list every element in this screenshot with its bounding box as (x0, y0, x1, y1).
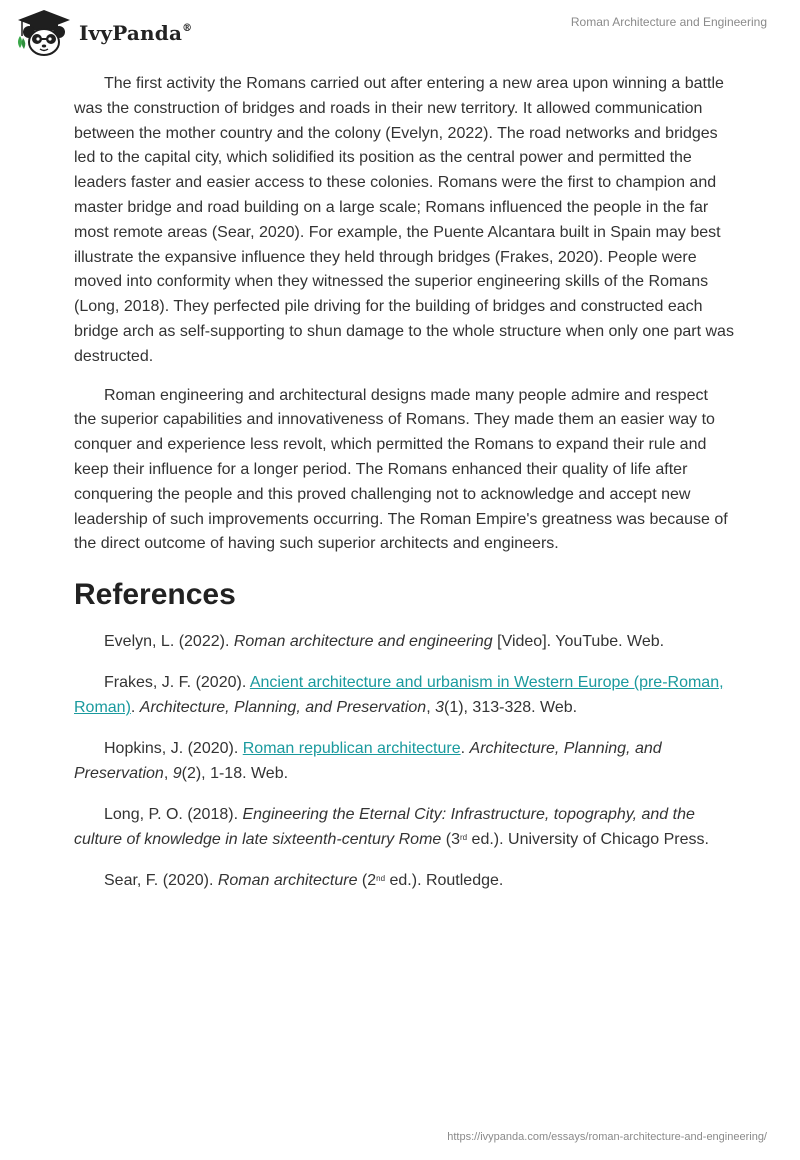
reference-item: Sear, F. (2020). Roman architecture (2nd ed.). Routledge. (104, 872, 504, 890)
body-paragraph: The first activity the Romans carried out after entering a new area upon winning a battle was the construction of bridges and roads in their new territory. It allowed communication between the mother country and the colony (Evelyn, 2022). The road networks and bridges led to the capital city, which solidified its position as the central power and permitted the leaders faster and easier access to these colonies. Romans were the first to champion and master bridge and road building on a large scale; Romans influenced the people in the far most remote areas (Sear, 2020). For example, the Puente Alcantara built in Spain may best illustrate the expansive influence they held through bridges (Frakes, 2020). People were moved into conformity when they witnessed the superior engineering skills of the Romans (Long, 2018). They perfected pile driving for the building of bridges and constructed each bridge arch as self-supporting to shun damage to the whole structure when only one part was destructed. (74, 75, 734, 365)
reference-list (74, 629, 734, 893)
brand-logo[interactable] (14, 8, 192, 58)
reference-link[interactable]: Ancient architecture and urbanism in Western Europe (pre-Roman, Roman) (74, 674, 724, 717)
reference-link[interactable]: Roman republican architecture (242, 740, 461, 758)
running-title: Roman Architecture and Engineering (570, 15, 767, 29)
reference-item: Evelyn, L. (2022). Roman architecture and engineering [Video]. YouTube. Web. (104, 633, 665, 651)
reference-item: Hopkins, J. (2020). Roman republican architecture. Architecture, Planning, and Preservation, 9(2), 1-18. Web. (74, 740, 662, 783)
brand-name: IvyPanda® (79, 21, 193, 45)
page-header (0, 0, 800, 70)
reference-item: Frakes, J. F. (2020). Ancient architecture and urbanism in Western Europe (pre-Roman, Roman). Architecture, Planning, and Preservation, 3(1), 313-328. Web. (74, 674, 724, 717)
body-paragraph: Roman engineering and architectural designs made many people admire and respect the superior capabilities and innovativeness of Romans. They made them an easier way to conquer and experience less revolt, which permitted the Romans to expand their rule and keep their influence for a longer period. The Romans enhanced their quality of life after conquering the people and this proved challenging not to acknowledge and accept new leadership of such improvements occurring. The Roman Empire's greatness was because of the direct outcome of having such superior architects and engineers. (74, 386, 728, 553)
footer-url[interactable]: https://ivypanda.com/essays/roman-architecture-and-engineering/ (447, 1131, 767, 1143)
reference-item: Long, P. O. (2018). Engineering the Eternal City: Infrastructure, topography, and the culture of knowledge in late sixteenth-century Rome (3rd ed.). University of Chicago Press. (74, 806, 709, 849)
references-heading: References (74, 578, 236, 612)
essay-content (74, 72, 734, 909)
panda-graduate-icon (14, 8, 72, 58)
